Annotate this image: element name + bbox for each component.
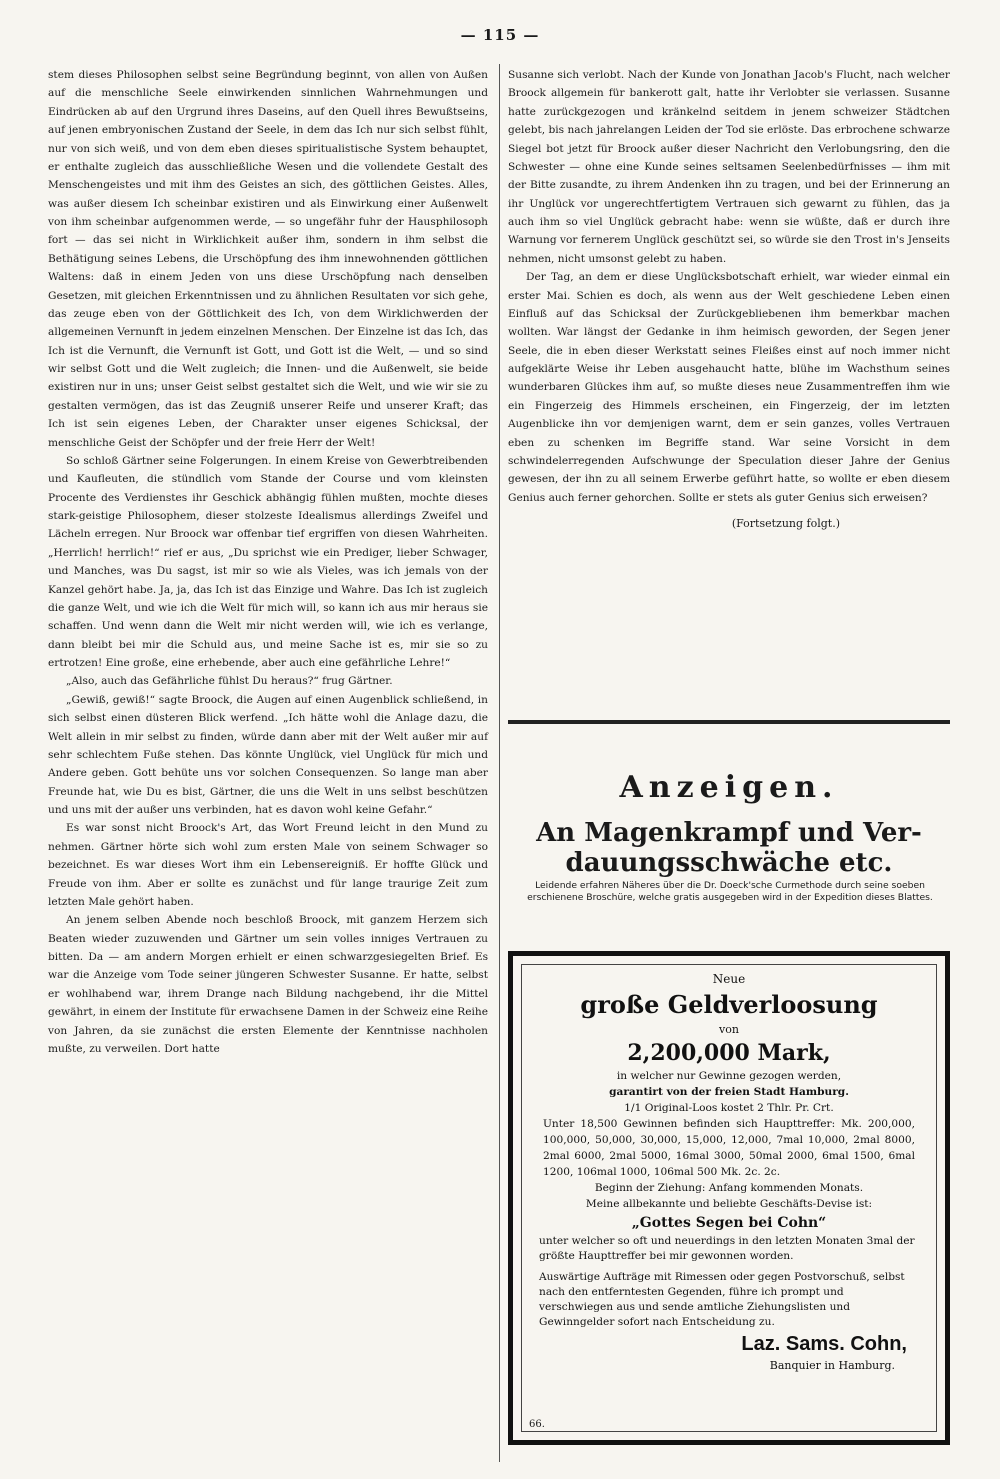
page-number: — 115 — <box>460 26 540 44</box>
ad-body: Leidende erfahren Näheres über die Dr. Doeck'sche Curmethode durch seine soeben erschienene Broschüre, welche gratis ausgegeben wird in der Expedition dieses Blattes. <box>527 880 933 903</box>
left-column <box>48 66 488 1058</box>
ad-firm-name: Laz. Sams. Cohn, <box>741 1333 907 1355</box>
lottery-ad-frame <box>508 951 950 1445</box>
ad-line: in welcher nur Gewinne gezogen werden, <box>616 1070 842 1082</box>
section-divider <box>508 720 950 724</box>
paragraph: „Gewiß, gewiß!“ sagte Broock, die Augen auf einen Augenblick schließend, in sich selbst einen düsteren Blick werfend. „Ich hätte wohl die Anlage dazu, die Welt allein in mir selbst zu finden, würde dann aber mit der Welt außer mir auf sehr schlechtem Fuße stehen. Das könnte Unglück, viel Unglück für mich und Andere geben. Gott behüte uns vor solchen Consequenzen. So lange man aber Freunde hat, wie Du es bist, Gärtner, die uns die Welt in uns selbst beschützen und uns mit der außer uns verbinden, hat es davon wohl keine Gefahr.“ <box>48 693 488 816</box>
ad-title <box>508 818 950 878</box>
ad-guarantee: garantirt von der freien Stadt Hamburg. <box>609 1086 849 1098</box>
ad-orders: Auswärtige Aufträge mit Rimessen oder gegen Postvorschuß, selbst nach den entferntesten Gegenden, führe ich prompt und verschwiegen aus und sende amtliche Ziehungslisten und Gewinngelder sofort nach Entscheidung zu. <box>539 1271 905 1328</box>
ad-headline: große Geldverloosung <box>580 990 878 1019</box>
paragraph: An jenem selben Abende noch beschloß Broock, mit ganzem Herzem sich Beaten wieder zuzuwenden und Gärtner um sein volles inniges Vertrauen zu bitten. Da — am andern Morgen erhielt er einen schwarzgesiegelten Brief. Es war die Anzeige vom Tode seiner jüngeren Schwester Susanne. Er hatte, selbst er wohlhabend war, ihrem Drange nach Bildung nachgebend, ihr die Mittel gewährt, in einem der Institute für erwachsene Damen in der Schweiz eine Reihe von Jahren, da sie zunächst die ersten Elemente der Kenntnisse nachholen mußte, zu verweilen. Dort hatte <box>48 914 488 1055</box>
ad-kicker: Neue <box>712 972 746 986</box>
ad-prizes: Unter 18,500 Gewinnen befinden sich Haupttreffer: Mk. 200,000, 100,000, 50,000, 30,000, 15,000, 12,000, 7mal 10,000, 2mal 8000, 2mal 6000, 2mal 5000, 16mal 3000, 50mal 2000, 6mal 1500, 6mal 1200, 106mal 1000, 106mal 500 Mk. 2c. 2c. <box>543 1118 915 1178</box>
ads-heading: Anzeigen. <box>619 770 839 805</box>
lottery-ad <box>533 970 925 1374</box>
ad-amount: 2,200,000 Mark, <box>627 1040 831 1066</box>
column-divider <box>499 64 500 1462</box>
continuation-note: (Fortsetzung folgt.) <box>731 517 840 530</box>
paragraph: So schloß Gärtner seine Folgerungen. In einem Kreise von Gewerbtreibenden und Kaufleuten, die stündlich vom Stande der Course und vom kleinsten Procente des Verdienstes ihr Geschick abhängig fühlen mußten, mochte dieses stark-geistige Philosophem, dieser stolzeste Idealismus allerdings Zweifel und Lächeln erregen. Nur Broock war offenbar tief ergriffen von diesen Wahrheiten. „Herrlich! herrlich!“ rief er aus, „Du sprichst wie ein Prediger, lieber Schwager, und Manches, was Du sagst, ist mir so wie als Vieles, was ich jemals von der Kanzel gehört habe. Ja, ja, das Ich ist das Einzige und Wahre. Das Ich ist zugleich die ganze Welt, und wie ich die Welt für mich will, so kann ich aus mir heraus sie schaffen. Und wenn dann die Welt mir nicht werden will, wie ich es verlange, dann bleibt bei mir die Schuld aus, und meine Sache ist es, mir sie so zu ertrotzen! Eine große, eine erhebende, aber auch eine gefährliche Lehre!“ <box>48 454 488 669</box>
ad-price: 1/1 Original-Loos kostet 2 Thlr. Pr. Crt. <box>624 1102 834 1114</box>
ad-title-line: dauungsschwäche etc. <box>565 848 893 878</box>
ad-banker: Banquier in Hamburg. <box>769 1359 895 1372</box>
ad-von: von <box>719 1023 739 1036</box>
paragraph: stem dieses Philosophen selbst seine Begründung beginnt, von allen von Außen auf die menschliche Seele einwirkenden sinnlichen Wahrnehmungen und Eindrücken ab auf den Urgrund ihres Daseins, auf den Quell ihres Bewußtseins, auf jenen embryonischen Zustand der Seele, in dem das Ich nur sich selbst fühlt, nur von sich weiß, und von dem eben dieses spiritualistische System behauptet, er enthalte zugleich das ausschließliche Wesen und die vollendete Gestalt des Menschengeistes und mit ihm des Geistes an sich, des göttlichen Geistes. Alles, was außer diesem Ich scheinbar existiren und als Einwirkung einer Außenwelt von ihm scheinbar aufgenommen werde, — so ungefähr fuhr der Hausphilosoph fort — das sei nicht in Wirklichkeit außer ihm, sondern in ihm selbst die Bethätigung seines Lebens, die Urschöpfung des ihm innewohnenden göttlichen Waltens: daß in einem Jeden von uns diese Urschöpfung nach denselben Gesetzen, mit gleichen Erkenntnissen und zu ähnlichen Resultaten vor sich gehe, das zeuge eben von der Göttlichkeit des Ich, von dem Wirklichwerden der allgemeinen Vernunft in jedem einzelnen Menschen. Der Einzelne ist das Ich, das Ich ist die Vernunft, die Vernunft ist Gott, und Gott ist die Welt, — und so sind wir selbst Gott und die Welt zugleich; die Innen- und die Außenwelt, sie beide existiren nur in uns; unser Geist selbst gestaltet sich die Welt, und wie wir sie zu gestalten vermögen, das ist das Zeugniß unserer Reife und unserer Kraft; das Ich ist sein eigenes Leben, der Charakter unser eigenes Schicksal, der menschliche Geist der Schöpfer und der freie Herr der Welt! <box>48 69 488 449</box>
paragraph: Der Tag, an dem er diese Unglücksbotschaft erhielt, war wieder einmal ein erster Mai. Schien es doch, als wenn aus der Welt geschiedene Leben einen Einfluß auf das Schicksal der Zurückgebliebenen ihm bemerkbar machen wollten. War längst der Gedanke in ihm heimisch geworden, der Segen jener Seele, die in eben dieser Werkstatt seines Fleißes einst auf noch immer nicht aufgeklärte Weise ihr Leben ausgehaucht hatte, blühe im Wachsthum seines wunderbaren Glückes ihm auf, so mußte dieses neue Zusammentreffen ihm wie ein Fingerzeig des Himmels erscheinen, ein Fingerzeig, der im letzten Augenblicke ihn vor demjenigen warnt, dem er sein ganzes, volles Vertrauen eben zu schenken im Begriffe stand. War seine Vorsicht in dem schwindelerregenden Aufschwunge der Speculation dieser Jahre der Genius gewesen, der ihn zu all seinem Erwerbe geführt hatte, so wollte er eben diesem Genius auch ferner gehorchen. Sollte er stets als guter Genius sich erweisen? <box>508 271 950 504</box>
right-column <box>508 66 950 533</box>
ad-code: 66. <box>529 1419 545 1430</box>
ad-draw-date: Beginn der Ziehung: Anfang kommenden Monats. <box>594 1182 864 1194</box>
ad-motto-text: unter welcher so oft und neuerdings in den letzten Monaten 3mal der größte Haupttreffer bei mir gewonnen worden. <box>539 1235 915 1262</box>
ad-motto: „Gottes Segen bei Cohn“ <box>631 1215 827 1231</box>
paragraph: Susanne sich verlobt. Nach der Kunde von Jonathan Jacob's Flucht, nach welcher Broock allgemein für bankerott galt, hatte ihr Verlobter sie verlassen. Susanne hatte zurückgezogen und kränkelnd seitdem in jenem schweizer Städtchen gelebt, bis nach jahrelangen Leiden der Tod sie erlöste. Das erbrochene schwarze Siegel bot jetzt für Broock außer dieser Nachricht den Verlobungsring, den die Schwester — ohne eine Kunde seines seltsamen Seelenbedürfnisses — ihm mit der Bitte zusandte, zu ihrem Andenken ihn zu tragen, und bei der Erinnerung an ihr Unglück vor ungerechtfertigtem Vertrauen sich gewarnt zu fühlen, das ja auch ihm so viel Unglück gebracht habe: wenn sie wüßte, daß er durch ihre Warnung vor fernerem Unglück geschützt sei, so würde sie den Trost in's Jenseits nehmen, nicht umsonst gelebt zu haben. <box>508 69 950 265</box>
ad-title-line: An Magenkrampf und Ver- <box>536 818 922 848</box>
ad-devise-intro: Meine allbekannte und beliebte Geschäfts-Devise ist: <box>585 1198 873 1210</box>
paragraph: Es war sonst nicht Broock's Art, das Wort Freund leicht in den Mund zu nehmen. Gärtner hörte sich wohl zum ersten Male von seinem Schwager so bezeichnet. Es war dieses Wort ihm ein Lebensereigniß. Er hoffte Glück und Freude von ihm. Aber er sollte es zunächst und für lange traurige Zeit zum letzten Male gehört haben. <box>48 822 488 908</box>
paragraph: „Also, auch das Gefährliche fühlst Du heraus?“ frug Gärtner. <box>66 675 393 688</box>
